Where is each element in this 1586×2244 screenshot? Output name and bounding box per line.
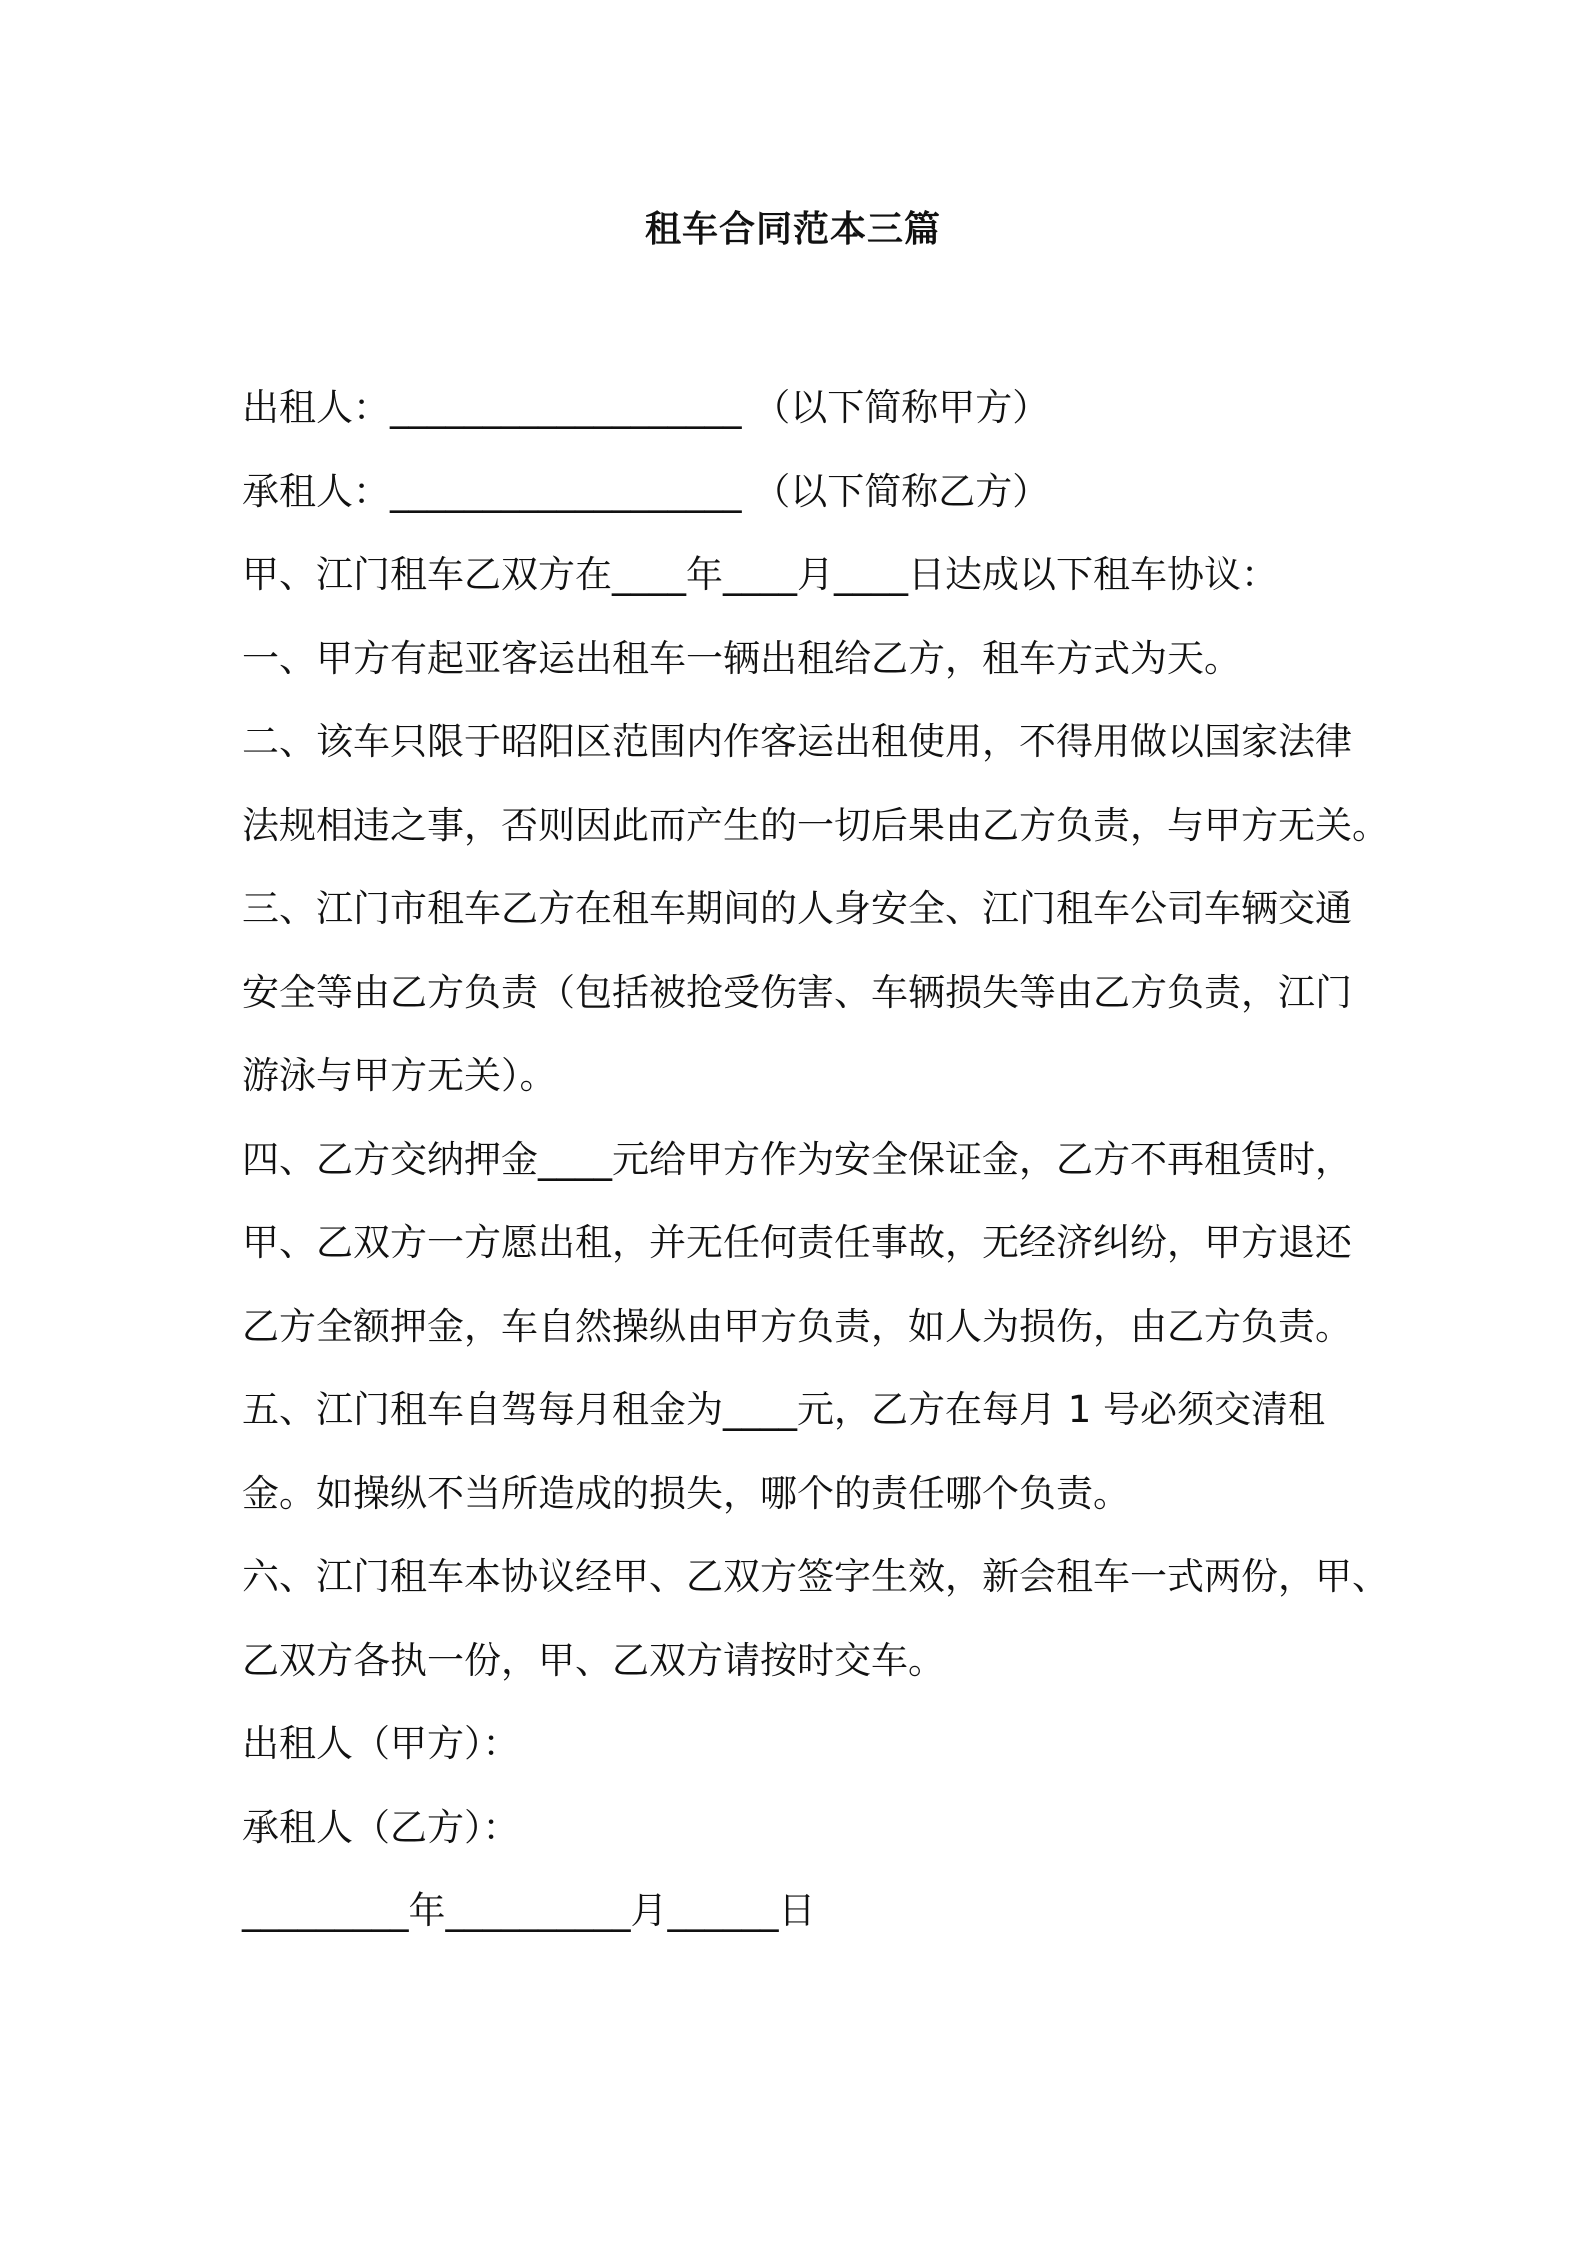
clause-3-line-1: 三、江门市租车乙方在租车期间的人身安全、江门租车公司车辆交通 (242, 887, 1352, 930)
clause-5-line-1: 五、江门租车自驾每月租金为____元，乙方在每月 1 号必须交清租 (242, 1388, 1326, 1431)
lessee-line: 承租人：___________________ （以下简称乙方） (242, 469, 1050, 513)
clause-4-line-3: 乙方全额押金，车自然操纵由甲方负责，如人为损伤，由乙方负责。 (242, 1304, 1352, 1348)
agreement-date-line: 甲、江门租车乙双方在____年____月____日达成以下租车协议： (242, 553, 1278, 596)
lessee-signature-line: 承租人（乙方）： (242, 1805, 520, 1849)
lessor-signature-line: 出租人（甲方）： (242, 1722, 520, 1765)
document-body (242, 366, 1389, 1953)
clause-3-line-3: 游泳与甲方无关）。 (242, 1054, 557, 1097)
clause-2-line-2: 法规相违之事，否则因此而产生的一切后果由乙方负责，与甲方无关。 (242, 803, 1389, 847)
document-title: 租车合同范本三篇 (644, 209, 941, 250)
clause-6-line-2: 乙双方各执一份，甲、乙双方请按时交车。 (242, 1638, 945, 1682)
clause-5-line-2: 金。如操纵不当所造成的损失，哪个的责任哪个负责。 (242, 1471, 1130, 1515)
clause-6-line-1: 六、江门租车本协议经甲、乙双方签字生效，新会租车一式两份，甲、 (242, 1555, 1389, 1598)
clause-3-line-2: 安全等由乙方负责（包括被抢受伤害、车辆损失等由乙方负责，江门 (242, 970, 1352, 1014)
signing-date-line: _________年__________月______日 (242, 1889, 816, 1932)
clause-2-line-1: 二、该车只限于昭阳区范围内作客运出租使用，不得用做以国家法律 (242, 720, 1352, 763)
clause-4-line-1: 四、乙方交纳押金____元给甲方作为安全保证金，乙方不再租赁时， (242, 1137, 1352, 1181)
clause-1: 一、甲方有起亚客运出租车一辆出租给乙方，租车方式为天。 (242, 636, 1241, 680)
lessor-line: 出租人：___________________ （以下简称甲方） (242, 386, 1050, 429)
clause-4-line-2: 甲、乙双方一方愿出租，并无任何责任事故，无经济纠纷，甲方退还 (242, 1221, 1352, 1264)
